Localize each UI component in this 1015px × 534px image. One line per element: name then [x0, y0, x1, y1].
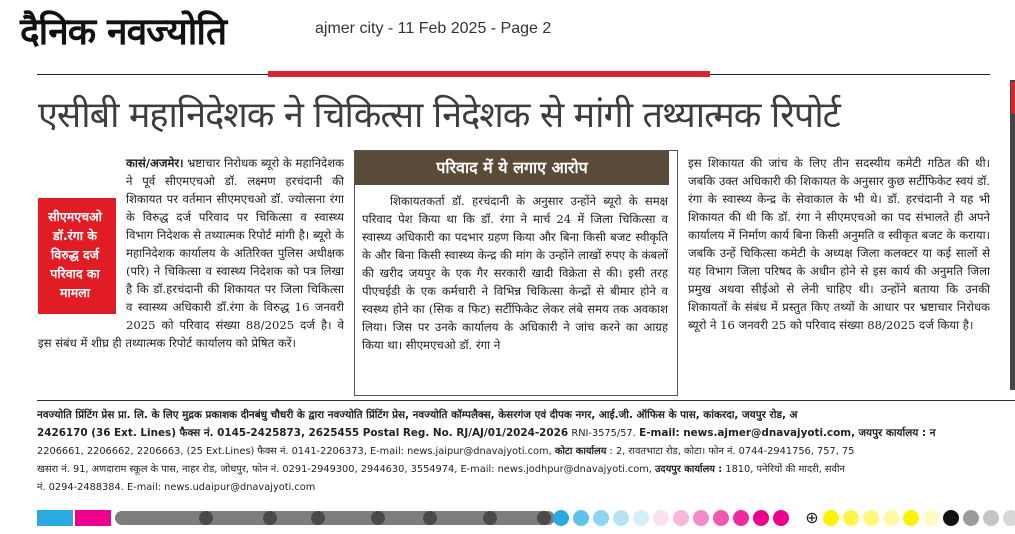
cyan-dot — [593, 510, 609, 526]
imprint-rule — [37, 400, 1015, 401]
cyan-dot — [633, 510, 649, 526]
yellow-dot — [903, 510, 919, 526]
imprint-jodhpur-contact: खसरा नं. 91, अणदाराम स्कूल के पास, नाहर रोड, जोधपुर, फोन नं. 0291-2949300, 2944630, 3554974, E-mail: news.jodhpur@dnavajyoti.com, — [37, 464, 652, 475]
grey-dot — [983, 510, 999, 526]
cyan-dot — [613, 510, 629, 526]
registration-crosshair-icon: ⊕ — [805, 508, 819, 527]
magenta-swatch — [75, 510, 111, 526]
imprint-line-5: नं. 0294-2488384. E-mail: news.udaipur@dnavajyoti.com — [37, 482, 316, 493]
magenta-dot — [653, 510, 669, 526]
imprint-udaipur-office-label: उदयपुर कार्यालय : — [655, 464, 723, 475]
magenta-dot — [773, 510, 789, 526]
yellow-dot — [823, 510, 839, 526]
imprint-kota-contact: : 2, रावतभाटा रोड, कोटा। फोन नं. 0744-2941756, 757, 75 — [609, 446, 855, 457]
magenta-dot — [693, 510, 709, 526]
registration-dot — [263, 511, 277, 525]
allegations-box-title: परिवाद में ये लगाए आरोप — [355, 151, 669, 185]
magenta-dot — [713, 510, 729, 526]
imprint-kota-office-label: कोटा कार्यालय — [554, 446, 607, 457]
imprint-line-4 — [37, 461, 1015, 479]
cyan-swatch — [37, 510, 73, 526]
registration-dot — [371, 511, 385, 525]
imprint-jaipur-contact: 2206661, 2206662, 2206663, (25 Ext.Lines) फैक्स नं. 0141-2206373, E-mail: news.jaipur@dnavajyoti.com, — [37, 446, 552, 457]
cyan-dot — [553, 510, 569, 526]
imprint-jaipur-office-label: जयपुर कार्यालय : न — [858, 427, 936, 439]
magenta-dot — [673, 510, 689, 526]
registration-dot — [199, 511, 213, 525]
imprint-line-1: नवज्योति प्रिंटिंग प्रेस प्रा. लि. के लिए मुद्रक प्रकाशक दीनबंधु चौधरी के द्वारा नवज्योति प्रिंटिंग प्रेस, नवज्योति कॉम्पलैक्स, केसरगंज एवं दीपक नगर, आई.जी. ऑफिस के पास, कांकरदा, जयपुर रोड, अ — [37, 409, 798, 421]
adjacent-article-accent — [1011, 82, 1015, 114]
article-column-1 — [38, 154, 344, 384]
magenta-dot — [733, 510, 749, 526]
imprint-line-2 — [37, 424, 1015, 443]
edition-info: ajmer city - 11 Feb 2025 - Page 2 — [315, 20, 552, 37]
column-1-text: भ्रष्टाचार निरोधक ब्यूरो के महानिदेशक ने पूर्व सीएमएचओ डॉ. लक्ष्मण हरचंदानी की शिकायत पर वर्तमान सीएमएचओ डॉ. ज्योत्सना रंगा के विरुद्ध दर्ज परिवाद पर चिकित्सा व स्वास्थ्य विभाग निदेशक से तथ्यात्मक रिपोर्ट मांगी है। ब्यूरो के महानिदेशक कार्यालय के अतिरिक्त पुलिस अधीक्षक (परि) ने चिकित्सा व स्वास्थ्य निदेशक को पत्र लिखा है कि डॉ.हरचंदानी की शिकायत पर जिला चिकित्सा व स्वास्थ्य अधिकारी डॉ.रंगा के विरुद्ध 16 जनवरी 2025 को परिवाद संख्या 88/2025 दर्ज है। वे इस संबंध में शीघ्र ही तथ्यात्मक रिपोर्ट कार्यालय को प्रेषित करें। — [38, 156, 344, 350]
publisher-imprint — [37, 406, 1015, 500]
registration-dot — [311, 511, 325, 525]
grey-dot — [1003, 510, 1015, 526]
callout-box: सीएमएचओ डॉ.रंगा के विरुद्ध दर्ज परिवाद का मामला — [38, 198, 116, 314]
black-dot — [943, 510, 959, 526]
imprint-udaipur-contact: 1810, पनेरियों की मादरी, सवीन — [725, 464, 845, 475]
imprint-line-3 — [37, 443, 1015, 461]
imprint-contact-ajmer: 2426170 (36 Ext. Lines) फैक्स नं. 0145-2425873, 2625455 Postal Reg. No. RJ/AJ/01/2024-2026 — [37, 427, 569, 439]
yellow-dot — [863, 510, 879, 526]
article-dateline: कासं/अजमेर। — [126, 156, 184, 170]
print-registration-bar — [37, 509, 1015, 527]
magenta-dot — [753, 510, 769, 526]
adjacent-article-edge — [1010, 80, 1015, 390]
registration-dot — [483, 511, 497, 525]
cyan-dot — [573, 510, 589, 526]
article-column-2: शिकायतकर्ता डॉ. हरचंदानी के अनुसार उन्होंने ब्यूरो के समक्ष परिवाद पेश किया था कि डॉ. रंगा ने मार्च 24 में जिला चिकित्सा व स्वास्थ्य अधिकारी का पदभार ग्रहण किया और बिना किसी बजट स्वीकृति के और बिना किसी स्वास्थ्य केन्द्र की मांग के उन्होंने लाखों रुपए के कंबलों की खरीद जयपुर के एक गैर सरकारी खादी विक्रेता से की। इसी तरह पीएचईडी के एक कर्मचारी ने विभिन्न चिकित्सा केन्द्रों से बीमार होने व स्वस्थ्य होने का (सिक व फिट) सर्टीफिकेट लेकर लंबे समय तक अवकाश लिया। जिस पर उनके कार्यालय के अधिकारी ने जांच करने का आग्रह किया था। सीएमएचओ डॉ. रंगा ने — [362, 194, 668, 352]
registration-dot — [537, 511, 551, 525]
registration-dot — [423, 511, 437, 525]
yellow-dot — [923, 510, 939, 526]
newspaper-masthead: दैनिक नवज्योति — [20, 9, 227, 53]
grey-dot — [963, 510, 979, 526]
article-headline: एसीबी महानिदेशक ने चिकित्सा निदेशक से मांगी तथ्यात्मक रिपोर्ट — [38, 95, 840, 136]
imprint-email-ajmer: E-mail: news.ajmer@dnavajyoti.com, — [639, 427, 856, 439]
imprint-rni: RNI-3575/57. — [571, 428, 636, 439]
yellow-dot — [843, 510, 859, 526]
article-column-3: इस शिकायत की जांच के लिए तीन सदस्यीय कमेटी गठित की थी। जबकि उक्त अधिकारी की शिकायत के अनुसार कुछ सर्टीफिकेट स्वयं डॉ. रंगा के स्वास्थ्य केन्द्र के सेवाकाल के भी थे। डॉ. हरचंदानी ने यह भी शिकायत की थी कि डॉ. रंगा ने सीएमएचओ का पद संभालते ही अपने कार्यालय में निर्माण कार्य बिना किसी अनुमति व स्वीकृत बजट के कराया। जबकि उन्हें चिकित्सा कमेटी के अध्यक्ष जिला कलक्टर या कई सालों से यह विभाग जिला परिषद के अधीन होने से इस कार्य की अनुमति जिला प्रमुख अथवा सीईओ से लेनी चाहिए थी। उन्होंने बताया कि उनकी शिकायतों के संबंध में प्रस्तुत किए तथ्यों के आधार पर भ्रष्टाचार निरोधक ब्यूरो ने 16 जनवरी 25 को परिवाद संख्या 88/2025 दर्ज किया है। — [688, 156, 990, 332]
header-accent-rule — [268, 71, 710, 77]
yellow-dot — [883, 510, 899, 526]
